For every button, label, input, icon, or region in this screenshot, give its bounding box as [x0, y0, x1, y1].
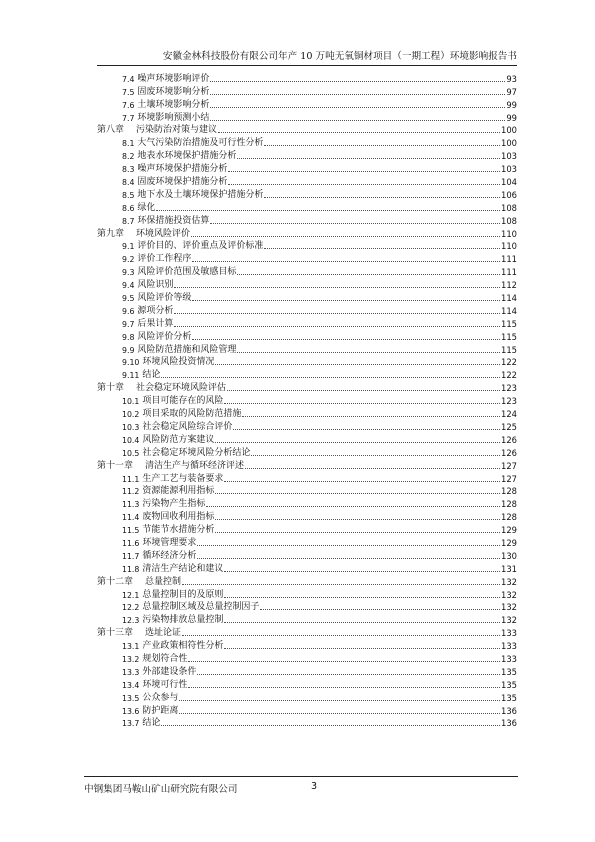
toc-entry-number: 9.2 [122, 255, 135, 265]
dot-leader [224, 597, 500, 598]
toc-entry-page: 123 [501, 396, 517, 407]
toc-entry-number: 11.1 [122, 474, 140, 484]
toc-section-entry[interactable] [97, 704, 517, 717]
toc-entry-number: 13.4 [122, 680, 140, 690]
toc-entry-number: 第十一章 [97, 460, 134, 471]
toc-entry-title: 环境风险投资情况 [142, 357, 215, 368]
dot-leader [215, 532, 500, 533]
toc-section-entry[interactable] [97, 368, 517, 381]
toc-entry-title: 社会稳定风险综合评价 [142, 421, 233, 432]
toc-entry-page: 108 [501, 202, 517, 213]
toc-entry-number: 第九章 [97, 228, 125, 239]
toc-entry-title: 总量控制区域及总量控制因子 [142, 602, 260, 613]
toc-entry-title: 噪声环境保护措施分析 [137, 164, 228, 175]
toc-entry-number: 9.8 [122, 332, 135, 342]
toc-section-entry[interactable] [97, 162, 517, 175]
dot-leader [224, 403, 500, 404]
dot-leader [224, 571, 500, 572]
toc-section-entry[interactable] [97, 188, 517, 201]
toc-entry-title: 环境可行性 [142, 679, 188, 690]
toc-entry-page: 126 [501, 447, 517, 458]
toc-section-entry[interactable] [97, 265, 517, 278]
toc-section-entry[interactable] [97, 72, 517, 85]
toc-entry-title: 废物回收利用指标 [142, 512, 215, 523]
toc-entry-page: 103 [501, 151, 517, 162]
toc-entry-page: 100 [501, 125, 517, 136]
dot-leader [197, 545, 500, 546]
toc-section-entry[interactable] [97, 291, 517, 304]
toc-entry-title: 地下水及土壤环境保护措施分析 [137, 189, 264, 200]
dot-leader [264, 145, 500, 146]
dot-leader [174, 287, 500, 288]
dot-leader [237, 352, 500, 353]
toc-section-entry[interactable] [97, 678, 517, 691]
footer-organization: 中钢集团马鞍山矿山研究院有限公司 [84, 784, 238, 795]
toc-chapter-entry[interactable] [97, 626, 517, 639]
toc-entry-page: 106 [501, 189, 517, 200]
toc-section-entry[interactable] [97, 407, 517, 420]
toc-entry-number: 第十三章 [97, 628, 134, 639]
toc-entry-number: 9.11 [122, 371, 140, 381]
toc-entry-page: 99 [506, 112, 517, 123]
toc-entry-number: 7.5 [122, 87, 135, 97]
toc-entry-page: 123 [501, 383, 517, 394]
dot-leader [260, 609, 500, 610]
toc-entry-number: 13.6 [122, 706, 140, 716]
toc-entry-title: 项目采取的风险防范措施 [142, 409, 242, 420]
toc-section-entry[interactable] [97, 240, 517, 253]
toc-entry-page: 103 [501, 164, 517, 175]
toc-entry-page: 100 [501, 138, 517, 149]
toc-entry-page: 97 [506, 86, 517, 97]
toc-entry-title: 风险识别 [137, 280, 174, 291]
toc-section-entry[interactable] [97, 588, 517, 601]
toc-entry-page: 115 [501, 318, 517, 329]
toc-entry-page: 127 [501, 473, 517, 484]
toc-entry-title: 环境风险评价 [136, 228, 191, 239]
toc-entry-page: 132 [501, 589, 517, 600]
toc-entry-page: 126 [501, 434, 517, 445]
dot-leader [210, 107, 505, 108]
dot-leader [224, 622, 500, 623]
toc-entry-title: 风险防范措施和风险管理 [137, 344, 237, 355]
toc-entry-title: 清洁生产与循环经济评述 [145, 460, 245, 471]
toc-entry-title: 环保措施投资估算 [137, 215, 210, 226]
toc-entry-title: 大气污染防治措施及可行性分析 [137, 138, 264, 149]
toc-entry-number: 11.6 [122, 538, 140, 548]
toc-section-entry[interactable] [97, 343, 517, 356]
toc-entry-title: 后果计算 [137, 318, 174, 329]
dot-leader [224, 481, 500, 482]
toc-entry-title: 固废环境保护措施分析 [137, 177, 228, 188]
toc-entry-number: 8.1 [122, 139, 135, 149]
dot-leader [228, 171, 500, 172]
dot-leader [182, 635, 500, 636]
toc-entry-number: 第八章 [97, 125, 125, 136]
toc-entry-number: 11.4 [122, 513, 140, 523]
dot-leader [188, 687, 500, 688]
toc-entry-title: 结论 [142, 370, 161, 381]
toc-entry-title: 生产工艺与装备要求 [142, 473, 224, 484]
toc-section-entry[interactable] [97, 330, 517, 343]
toc-entry-page: 129 [501, 525, 517, 536]
toc-entry-number: 9.9 [122, 345, 135, 355]
dot-leader [224, 648, 500, 649]
dot-leader [264, 248, 500, 249]
toc-section-entry[interactable] [97, 639, 517, 652]
toc-section-entry[interactable] [97, 98, 517, 111]
toc-section-entry[interactable] [97, 472, 517, 485]
toc-entry-number: 9.7 [122, 319, 135, 329]
toc-chapter-entry[interactable] [97, 575, 517, 588]
page-number: 3 [311, 781, 318, 792]
toc-entry-title: 源项分析 [137, 305, 174, 316]
toc-entry-page: 122 [501, 370, 517, 381]
toc-entry-number: 8.5 [122, 190, 135, 200]
toc-entry-title: 总量控制 [145, 576, 182, 587]
toc-entry-page: 114 [501, 305, 517, 316]
toc-entry-number: 11.8 [122, 564, 140, 574]
toc-entry-number: 10.3 [122, 422, 140, 432]
toc-entry-number: 第十二章 [97, 576, 134, 587]
dot-leader [197, 674, 500, 675]
toc-entry-page: 136 [501, 718, 517, 729]
dot-leader [215, 493, 500, 494]
toc-entry-title: 污染物排放总量控制 [142, 615, 224, 626]
toc-section-entry[interactable] [97, 665, 517, 678]
toc-entry-title: 选址论证 [145, 628, 182, 639]
toc-section-entry[interactable] [97, 691, 517, 704]
toc-entry-page: 108 [501, 215, 517, 226]
toc-entry-number: 8.2 [122, 152, 135, 162]
toc-entry-title: 风险评价分析 [137, 331, 192, 342]
toc-section-entry[interactable] [97, 136, 517, 149]
dot-leader [210, 223, 500, 224]
toc-entry-number: 7.6 [122, 100, 135, 110]
toc-entry-title: 风险评价范围及敏感目标 [137, 267, 237, 278]
dot-leader [179, 700, 500, 701]
dot-leader [215, 519, 500, 520]
toc-entry-page: 104 [501, 177, 517, 188]
dot-leader [210, 81, 505, 82]
toc-entry-title: 污染物产生指标 [142, 499, 206, 510]
toc-entry-title: 绿化 [137, 202, 156, 213]
toc-chapter-entry[interactable] [97, 381, 517, 394]
toc-entry-page: 133 [501, 641, 517, 652]
toc-entry-title: 污染防治对策与建议 [136, 125, 218, 136]
footer-rule [84, 776, 518, 777]
dot-leader [191, 236, 500, 237]
toc-entry-title: 环境管理要求 [142, 537, 197, 548]
table-of-contents [97, 72, 517, 729]
toc-entry-title: 公众参与 [142, 692, 179, 703]
toc-section-entry[interactable] [97, 394, 517, 407]
header-rule [97, 65, 517, 66]
toc-section-entry[interactable] [97, 214, 517, 227]
toc-section-entry[interactable] [97, 252, 517, 265]
toc-entry-page: 110 [501, 228, 517, 239]
toc-section-entry[interactable] [97, 562, 517, 575]
dot-leader [227, 390, 500, 391]
toc-entry-number: 9.3 [122, 268, 135, 278]
toc-entry-page: 135 [501, 666, 517, 677]
toc-entry-title: 清洁生产结论和建议 [142, 563, 224, 574]
toc-entry-page: 93 [506, 73, 517, 84]
page-header: 安徽金林科技股份有限公司年产 10 万吨无氧铜材项目（一期工程）环境影响报告书 [162, 51, 517, 62]
toc-chapter-entry[interactable] [97, 227, 517, 240]
toc-entry-page: 132 [501, 602, 517, 613]
toc-entry-title: 地表水环境保护措施分析 [137, 151, 237, 162]
toc-entry-number: 10.4 [122, 435, 140, 445]
dot-leader [182, 584, 500, 585]
toc-entry-title: 社会稳定环境风险分析结论 [142, 447, 251, 458]
toc-entry-title: 评价工作程序 [137, 254, 192, 265]
toc-entry-number: 13.2 [122, 654, 140, 664]
toc-entry-page: 131 [501, 563, 517, 574]
toc-entry-number: 7.4 [122, 74, 135, 84]
toc-entry-page: 122 [501, 357, 517, 368]
toc-entry-page: 132 [501, 576, 517, 587]
toc-section-entry[interactable] [97, 317, 517, 330]
dot-leader [197, 558, 500, 559]
toc-entry-number: 13.7 [122, 719, 140, 729]
toc-entry-page: 130 [501, 550, 517, 561]
toc-entry-number: 11.2 [122, 487, 140, 497]
toc-entry-title: 总量控制目的及原则 [142, 589, 224, 600]
toc-entry-number: 第十章 [97, 383, 125, 394]
toc-entry-title: 循环经济分析 [142, 550, 197, 561]
toc-entry-page: 124 [501, 409, 517, 420]
toc-entry-title: 土壤环境影响分析 [137, 99, 210, 110]
dot-leader [174, 313, 500, 314]
toc-section-entry[interactable] [97, 446, 517, 459]
toc-entry-number: 10.5 [122, 448, 140, 458]
toc-entry-number: 8.3 [122, 165, 135, 175]
toc-entry-page: 115 [501, 331, 517, 342]
toc-section-entry[interactable] [97, 536, 517, 549]
toc-entry-title: 固废环境影响分析 [137, 86, 210, 97]
dot-leader [174, 326, 500, 327]
toc-entry-page: 110 [501, 241, 517, 252]
toc-entry-title: 规划符合性 [142, 653, 188, 664]
toc-chapter-entry[interactable] [97, 459, 517, 472]
toc-entry-page: 99 [506, 99, 517, 110]
toc-entry-page: 128 [501, 512, 517, 523]
toc-entry-title: 风险评价等级 [137, 293, 192, 304]
toc-entry-number: 9.10 [122, 358, 140, 368]
toc-entry-page: 135 [501, 679, 517, 690]
toc-entry-page: 129 [501, 537, 517, 548]
dot-leader [188, 661, 500, 662]
toc-entry-number: 13.5 [122, 693, 140, 703]
toc-section-entry[interactable] [97, 420, 517, 433]
toc-entry-title: 项目可能存在的风险 [142, 396, 224, 407]
toc-chapter-entry[interactable] [97, 124, 517, 137]
toc-entry-page: 112 [501, 280, 517, 291]
toc-section-entry[interactable] [97, 356, 517, 369]
toc-section-entry[interactable] [97, 149, 517, 162]
dot-leader [179, 713, 500, 714]
toc-entry-title: 噪声环境影响评价 [137, 73, 210, 84]
toc-entry-page: 136 [501, 705, 517, 716]
toc-entry-page: 133 [501, 628, 517, 639]
dot-leader [192, 339, 500, 340]
toc-entry-title: 节能节水措施分析 [142, 525, 215, 536]
toc-section-entry[interactable] [97, 111, 517, 124]
toc-entry-title: 产业政策相符性分析 [142, 641, 224, 652]
toc-section-entry[interactable] [97, 613, 517, 626]
toc-entry-page: 135 [501, 692, 517, 703]
toc-entry-page: 128 [501, 499, 517, 510]
toc-section-entry[interactable] [97, 601, 517, 614]
dot-leader [251, 455, 500, 456]
toc-entry-number: 9.1 [122, 242, 135, 252]
toc-section-entry[interactable] [97, 485, 517, 498]
toc-entry-number: 10.2 [122, 410, 140, 420]
toc-section-entry[interactable] [97, 652, 517, 665]
toc-entry-number: 13.1 [122, 642, 140, 652]
dot-leader [242, 416, 500, 417]
dot-leader [206, 506, 500, 507]
toc-entry-title: 环境影响预测小结 [137, 112, 210, 123]
dot-leader [215, 442, 500, 443]
dot-leader [264, 197, 500, 198]
dot-leader [237, 274, 500, 275]
toc-entry-number: 9.5 [122, 294, 135, 304]
toc-entry-page: 127 [501, 460, 517, 471]
toc-entry-page: 125 [501, 421, 517, 432]
dot-leader [210, 120, 505, 121]
toc-entry-number: 12.3 [122, 616, 140, 626]
toc-entry-number: 12.1 [122, 590, 140, 600]
toc-entry-title: 评价目的、评价重点及评价标准 [137, 241, 264, 252]
toc-entry-title: 社会稳定环境风险评估 [136, 383, 227, 394]
toc-entry-page: 115 [501, 344, 517, 355]
toc-entry-page: 133 [501, 653, 517, 664]
toc-entry-number: 9.4 [122, 281, 135, 291]
toc-entry-number: 11.3 [122, 500, 140, 510]
toc-entry-title: 结论 [142, 718, 161, 729]
toc-entry-title: 风险防范方案建议 [142, 434, 215, 445]
toc-section-entry[interactable] [97, 510, 517, 523]
toc-entry-title: 外部建设条件 [142, 666, 197, 677]
toc-entry-number: 7.7 [122, 113, 135, 123]
toc-entry-number: 10.1 [122, 397, 140, 407]
toc-section-entry[interactable] [97, 175, 517, 188]
dot-leader [192, 300, 500, 301]
toc-entry-page: 114 [501, 293, 517, 304]
dot-leader [192, 261, 500, 262]
toc-section-entry[interactable] [97, 549, 517, 562]
toc-entry-number: 11.5 [122, 526, 140, 536]
toc-entry-number: 13.3 [122, 667, 140, 677]
dot-leader [237, 158, 500, 159]
toc-section-entry[interactable] [97, 717, 517, 730]
dot-leader [210, 94, 505, 95]
dot-leader [156, 210, 500, 211]
toc-section-entry[interactable] [97, 201, 517, 214]
toc-section-entry[interactable] [97, 497, 517, 510]
dot-leader [161, 725, 500, 726]
dot-leader [245, 468, 500, 469]
toc-entry-number: 12.2 [122, 603, 140, 613]
dot-leader [233, 429, 500, 430]
toc-entry-title: 防护距离 [142, 705, 179, 716]
toc-entry-number: 8.7 [122, 216, 135, 226]
toc-section-entry[interactable] [97, 304, 517, 317]
toc-entry-number: 8.6 [122, 203, 135, 213]
dot-leader [161, 377, 500, 378]
toc-entry-page: 111 [501, 254, 517, 265]
toc-entry-number: 11.7 [122, 551, 140, 561]
toc-entry-number: 8.4 [122, 178, 135, 188]
toc-entry-page: 111 [501, 267, 517, 278]
toc-entry-number: 9.6 [122, 306, 135, 316]
toc-section-entry[interactable] [97, 523, 517, 536]
toc-section-entry[interactable] [97, 278, 517, 291]
toc-section-entry[interactable] [97, 85, 517, 98]
toc-entry-page: 128 [501, 486, 517, 497]
toc-section-entry[interactable] [97, 433, 517, 446]
dot-leader [215, 364, 500, 365]
toc-entry-title: 资源能源利用指标 [142, 486, 215, 497]
toc-entry-page: 132 [501, 615, 517, 626]
dot-leader [218, 132, 500, 133]
dot-leader [228, 184, 500, 185]
